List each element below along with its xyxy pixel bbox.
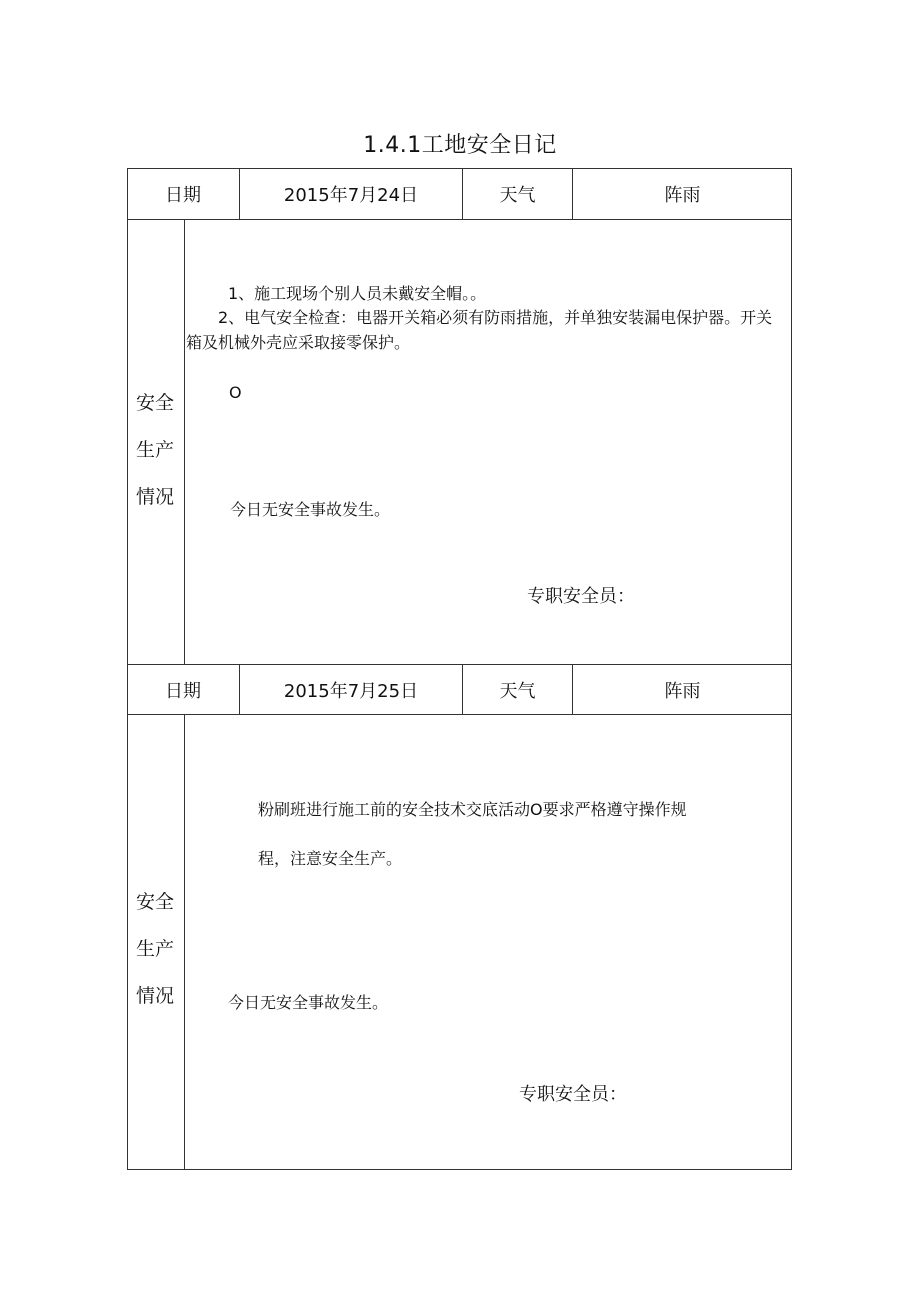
mark-symbol: O: [229, 383, 242, 402]
safety-item: 程，注意安全生产。: [258, 849, 403, 868]
safety-officer-label: 专职安全员：: [527, 586, 635, 607]
weather-label: 天气: [499, 680, 536, 702]
date-value: 2015年7月25日: [283, 680, 419, 702]
date-label: 日期: [165, 185, 201, 206]
safety-item: 粉刷班进行施工前的安全技术交底活动O要求严格遵守操作规: [258, 800, 687, 819]
section-label-line: 安全: [135, 891, 174, 913]
row-divider: [127, 219, 792, 220]
date-label: 日期: [165, 680, 201, 702]
section-label-line: 生产: [135, 439, 174, 461]
weather-label: 天气: [499, 185, 536, 206]
column-divider: [184, 219, 185, 664]
weather-value: 阵雨: [664, 680, 701, 702]
section-label-line: 情况: [135, 985, 174, 1007]
safety-item: 1、施工现场个别人员未戴安全帽。。: [228, 284, 487, 303]
no-accident-note: 今日无安全事故发生。: [228, 993, 389, 1012]
no-accident-note: 今日无安全事故发生。: [230, 500, 391, 519]
column-divider: [184, 714, 185, 1170]
safety-item: 2、电气安全检查：电器开关箱必须有防雨措施，并单独安装漏电保护器。开关箱及机械外壳应采取接零保护。: [186, 308, 773, 352]
date-value: 2015年7月24日: [283, 185, 419, 206]
section-label-line: 情况: [135, 486, 174, 508]
row-divider: [127, 714, 792, 715]
page-title: 1.4.1工地安全日记: [363, 133, 557, 158]
section-label-line: 安全: [135, 392, 174, 414]
weather-value: 阵雨: [664, 185, 701, 206]
safety-officer-label: 专职安全员：: [519, 1084, 627, 1105]
section-label: [127, 879, 183, 1020]
section-label-line: 生产: [135, 938, 174, 960]
section-label: [127, 380, 183, 521]
